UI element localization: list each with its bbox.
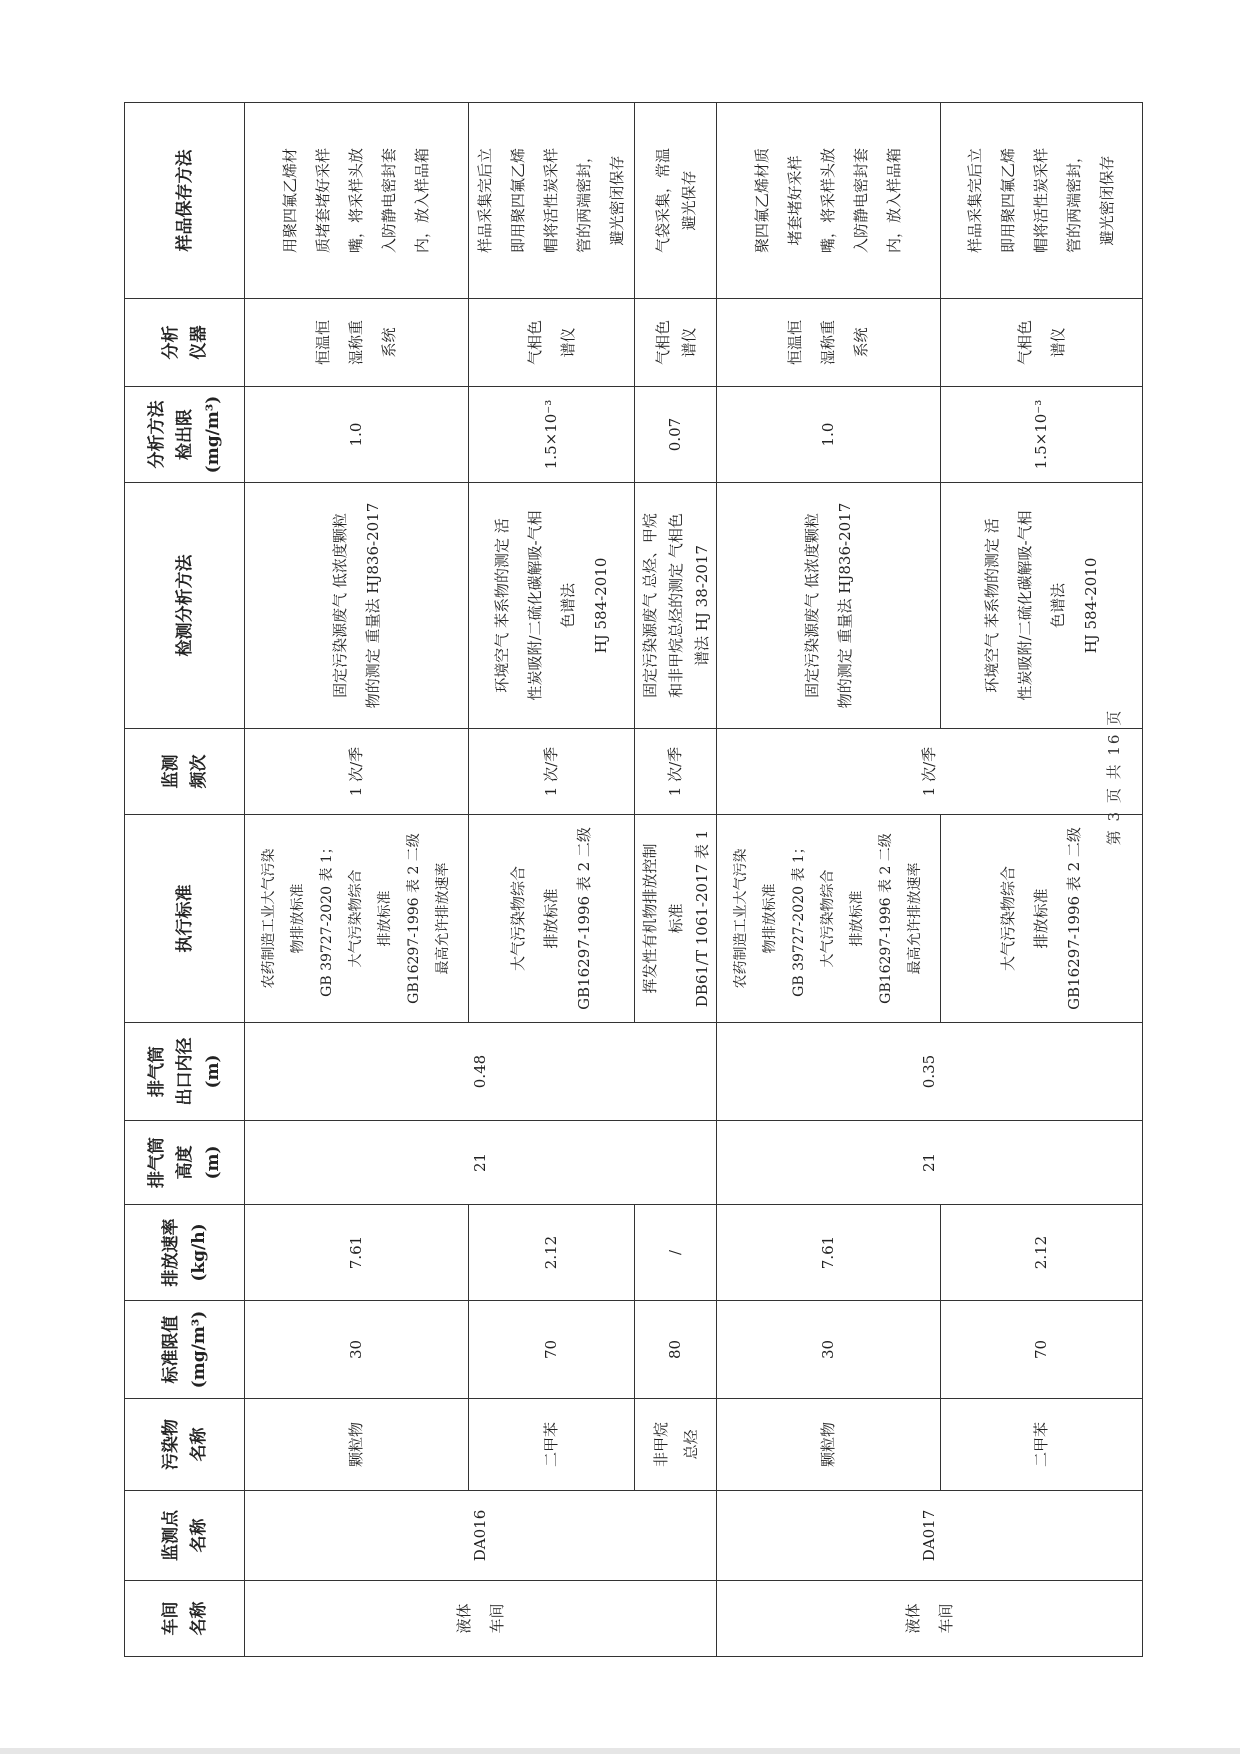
cell-method: 环境空气 苯系物的测定 活 性炭吸附/二硫化碳解吸-气相 色谱法 HJ 584-2010 — [469, 483, 635, 729]
footer-prefix: 第 — [1105, 828, 1123, 846]
table-row — [941, 103, 1143, 1657]
cell-instrument: 气相色 谱仪 — [469, 299, 635, 387]
header-workshop: 车间 名称 — [125, 1581, 245, 1657]
cell-standard: 挥发性有机物排放控制 标准 DB61/T 1061-2017 表 1 — [635, 815, 717, 1023]
cell-instrument: 恒温恒 湿称重 系统 — [245, 299, 469, 387]
cell-limit: 80 — [635, 1301, 717, 1399]
cell-method: 固定污染源废气 低浓度颗粒 物的测定 重量法 HJ836-2017 — [245, 483, 469, 729]
cell-diameter: 0.35 — [717, 1023, 1143, 1121]
cell-standard: 大气污染物综合 排放标准 GB16297-1996 表 2 二级 — [941, 815, 1143, 1023]
cell-workshop: 液体 车间 — [245, 1581, 717, 1657]
table-row — [245, 103, 469, 1657]
cell-pollutant: 二甲苯 — [941, 1399, 1143, 1491]
cell-storage: 气袋采集，常温 避光保存 — [635, 103, 717, 299]
cell-method: 固定污染源废气 低浓度颗粒 物的测定 重量法 HJ836-2017 — [717, 483, 941, 729]
cell-height: 21 — [717, 1121, 1143, 1205]
header-instrument: 分析 仪器 — [125, 299, 245, 387]
scan-edge — [0, 1748, 1240, 1754]
header-point: 监测点 名称 — [125, 1491, 245, 1581]
cell-point: DA016 — [245, 1491, 717, 1581]
cell-detection-limit: 1.5×10⁻³ — [941, 387, 1143, 483]
cell-rate: 7.61 — [717, 1205, 941, 1301]
table-row — [635, 103, 717, 1657]
header-limit: 标准限值 (mg/m³) — [125, 1301, 245, 1399]
cell-detection-limit: 1.5×10⁻³ — [469, 387, 635, 483]
monitoring-table — [124, 102, 1143, 1657]
cell-standard: 农药制造工业大气污染 物排放标准 GB 39727-2020 表 1； 大气污染物综合 排放标准 GB16297-1996 表 2 二级 最高允许排放速率 — [717, 815, 941, 1023]
header-rate: 排放速率 (kg/h) — [125, 1205, 245, 1301]
cell-limit: 70 — [469, 1301, 635, 1399]
cell-storage: 用聚四氟乙烯材 质堵套堵好采样 嘴，将采样头放 入防静电密封套 内，放入样品箱 — [245, 103, 469, 299]
cell-frequency: 1 次/季 — [635, 729, 717, 815]
header-frequency: 监测 频次 — [125, 729, 245, 815]
cell-pollutant: 二甲苯 — [469, 1399, 635, 1491]
cell-standard: 农药制造工业大气污染 物排放标准 GB 39727-2020 表 1； 大气污染物综合 排放标准 GB16297-1996 表 2 二级 最高允许排放速率 — [245, 815, 469, 1023]
cell-diameter: 0.48 — [245, 1023, 717, 1121]
header-standard: 执行标准 — [125, 815, 245, 1023]
cell-storage: 样品采集完后立 即用聚四氟乙烯 帽将活性炭采样 管的两端密封， 避光密闭保存 — [469, 103, 635, 299]
header-pollutant: 污染物 名称 — [125, 1399, 245, 1491]
footer-total-pages: 16 — [1105, 732, 1123, 756]
cell-limit: 70 — [941, 1301, 1143, 1399]
cell-detection-limit: 0.07 — [635, 387, 717, 483]
cell-detection-limit: 1.0 — [245, 387, 469, 483]
cell-workshop: 液体 车间 — [717, 1581, 1143, 1657]
cell-frequency: 1 次/季 — [469, 729, 635, 815]
cell-limit: 30 — [717, 1301, 941, 1399]
header-storage: 样品保存方法 — [125, 103, 245, 299]
cell-pollutant: 颗粒物 — [717, 1399, 941, 1491]
footer-page-number: 3 — [1105, 809, 1123, 822]
cell-instrument: 气相色 谱仪 — [941, 299, 1143, 387]
rotated-table-container — [124, 103, 1140, 1657]
cell-instrument: 气相色 谱仪 — [635, 299, 717, 387]
cell-frequency: 1 次/季 — [717, 729, 1143, 815]
footer-suffix: 页 — [1105, 708, 1123, 726]
table-row — [717, 103, 941, 1657]
table-row — [469, 103, 635, 1657]
cell-instrument: 恒温恒 湿称重 系统 — [717, 299, 941, 387]
cell-frequency: 1 次/季 — [245, 729, 469, 815]
cell-rate: 2.12 — [941, 1205, 1143, 1301]
cell-pollutant: 非甲烷 总烃 — [635, 1399, 717, 1491]
cell-rate: / — [635, 1205, 717, 1301]
cell-standard: 大气污染物综合 排放标准 GB16297-1996 表 2 二级 — [469, 815, 635, 1023]
cell-rate: 7.61 — [245, 1205, 469, 1301]
header-diameter: 排气筒 出口内径 (m) — [125, 1023, 245, 1121]
footer-middle: 页 共 — [1105, 762, 1123, 804]
cell-point: DA017 — [717, 1491, 1143, 1581]
cell-storage: 样品采集完后立 即用聚四氟乙烯 帽将活性炭采样 管的两端密封， 避光密闭保存 — [941, 103, 1143, 299]
header-height: 排气筒 高度 (m) — [125, 1121, 245, 1205]
cell-storage: 聚四氟乙烯材质 堵套堵好采样 嘴，将采样头放 入防静电密封套 内，放入样品箱 — [717, 103, 941, 299]
cell-method: 环境空气 苯系物的测定 活 性炭吸附/二硫化碳解吸-气相 色谱法 HJ 584-2010 — [941, 483, 1143, 729]
cell-pollutant: 颗粒物 — [245, 1399, 469, 1491]
cell-method: 固定污染源废气 总烃、甲烷 和非甲烷总烃的测定 气相色 谱法 HJ 38-2017 — [635, 483, 717, 729]
cell-rate: 2.12 — [469, 1205, 635, 1301]
header-detection-limit: 分析方法 检出限 (mg/m³) — [125, 387, 245, 483]
cell-height: 21 — [245, 1121, 717, 1205]
header-row — [125, 103, 245, 1657]
page-footer — [1103, 677, 1127, 877]
cell-limit: 30 — [245, 1301, 469, 1399]
header-method: 检测分析方法 — [125, 483, 245, 729]
cell-detection-limit: 1.0 — [717, 387, 941, 483]
